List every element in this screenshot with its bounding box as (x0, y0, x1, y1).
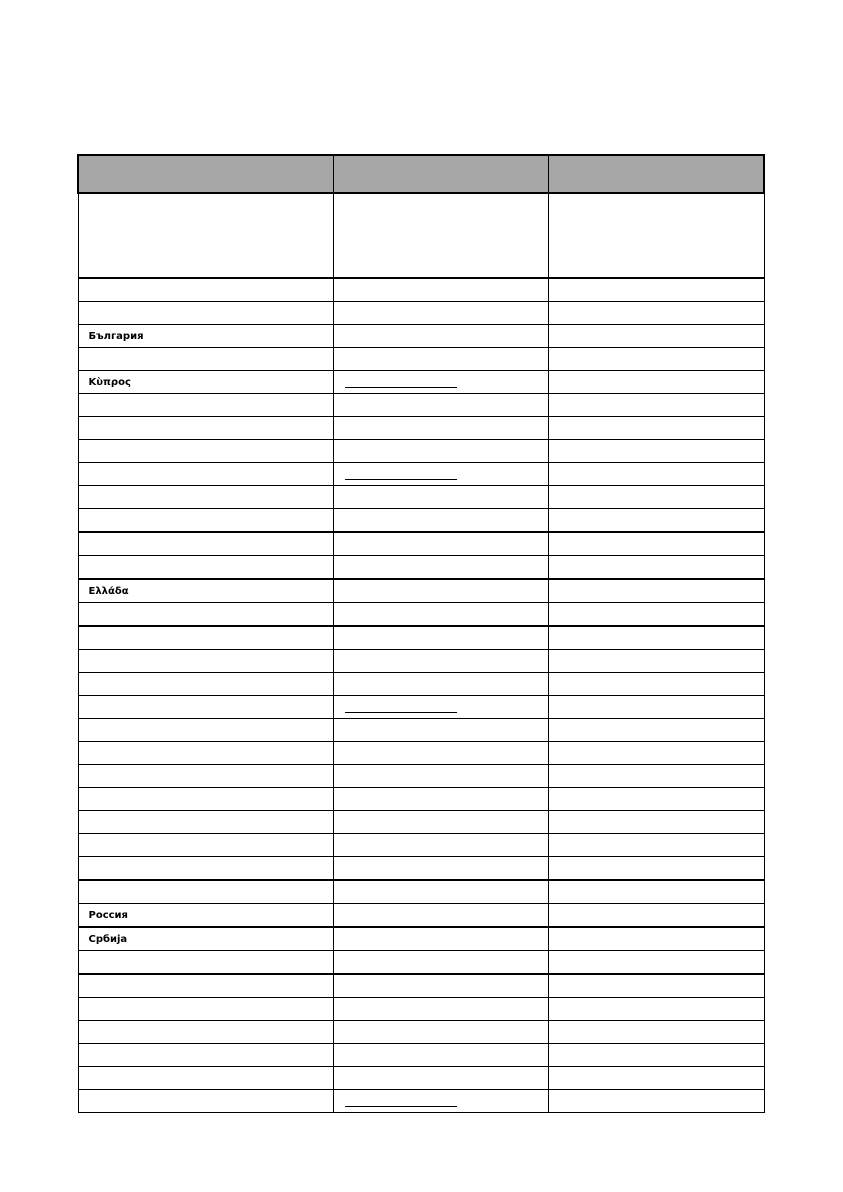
info-cell (548, 626, 764, 650)
header-row (78, 155, 764, 193)
contact-table (77, 154, 765, 1113)
info-cell (548, 278, 764, 302)
country-cell (78, 440, 333, 463)
contact-cell (333, 742, 548, 765)
country-cell (78, 719, 333, 742)
table-row (78, 673, 764, 696)
country-cell: Србија (78, 927, 333, 951)
country-cell (78, 788, 333, 811)
web-link[interactable] (345, 1096, 457, 1107)
info-cell (548, 788, 764, 811)
info-cell (548, 440, 764, 463)
contact-cell (333, 998, 548, 1021)
info-cell (548, 302, 764, 325)
contact-cell (333, 626, 548, 650)
table-row (78, 927, 764, 951)
table-row (78, 371, 764, 394)
contact-cell (333, 857, 548, 881)
country-cell (78, 880, 333, 904)
contact-cell (333, 1067, 548, 1090)
country-cell (78, 1090, 333, 1113)
contact-cell (333, 603, 548, 627)
intro-cell (548, 193, 764, 278)
table-row (78, 532, 764, 556)
contact-cell (333, 532, 548, 556)
country-cell (78, 532, 333, 556)
table-row (78, 603, 764, 627)
country-cell: Россия (78, 904, 333, 928)
contact-cell (333, 325, 548, 348)
intro-cell (333, 193, 548, 278)
contact-cell (333, 463, 548, 486)
country-cell (78, 811, 333, 834)
table-row (78, 742, 764, 765)
contact-cell (333, 951, 548, 975)
contact-cell (333, 974, 548, 998)
country-cell (78, 998, 333, 1021)
country-cell (78, 857, 333, 881)
table-row (78, 463, 764, 486)
country-cell (78, 348, 333, 371)
table-row (78, 1090, 764, 1113)
contact-cell (333, 1021, 548, 1044)
country-cell (78, 417, 333, 440)
info-cell (548, 1021, 764, 1044)
table-row (78, 579, 764, 603)
table-row (78, 951, 764, 975)
country-cell (78, 696, 333, 719)
contact-cell (333, 302, 548, 325)
info-cell (548, 650, 764, 673)
table-row (78, 394, 764, 417)
contact-cell (333, 371, 548, 394)
contact-cell (333, 927, 548, 951)
web-link[interactable] (345, 469, 457, 480)
contact-cell (333, 696, 548, 719)
info-cell (548, 719, 764, 742)
country-cell (78, 742, 333, 765)
table-row (78, 811, 764, 834)
info-cell (548, 974, 764, 998)
table-row (78, 765, 764, 788)
header-cell-info (548, 155, 764, 193)
contact-cell (333, 811, 548, 834)
contact-cell (333, 509, 548, 533)
info-cell (548, 417, 764, 440)
contact-cell (333, 904, 548, 928)
contact-cell (333, 719, 548, 742)
web-link[interactable] (345, 702, 457, 713)
info-cell (548, 394, 764, 417)
header-cell-contact (333, 155, 548, 193)
info-cell (548, 556, 764, 580)
web-link[interactable] (345, 377, 457, 388)
country-cell (78, 673, 333, 696)
info-cell (548, 1067, 764, 1090)
info-cell (548, 348, 764, 371)
country-cell (78, 974, 333, 998)
info-cell (548, 1090, 764, 1113)
info-cell (548, 463, 764, 486)
contact-cell (333, 880, 548, 904)
table-row (78, 1021, 764, 1044)
contact-cell (333, 650, 548, 673)
table-row (78, 348, 764, 371)
table-row (78, 834, 764, 857)
info-cell (548, 951, 764, 975)
country-cell: Ελλάδα (78, 579, 333, 603)
info-cell (548, 325, 764, 348)
country-cell (78, 486, 333, 509)
country-cell (78, 556, 333, 580)
info-cell (548, 765, 764, 788)
table-row (78, 509, 764, 533)
country-cell (78, 650, 333, 673)
table-row (78, 626, 764, 650)
contact-cell (333, 1044, 548, 1067)
country-cell (78, 1021, 333, 1044)
table-row (78, 696, 764, 719)
table-row (78, 440, 764, 463)
contact-cell (333, 556, 548, 580)
contact-cell (333, 440, 548, 463)
intro-cell (78, 193, 333, 278)
contact-cell (333, 1090, 548, 1113)
country-cell (78, 509, 333, 533)
country-cell (78, 603, 333, 627)
info-cell (548, 673, 764, 696)
country-cell (78, 278, 333, 302)
country-cell (78, 394, 333, 417)
contact-cell (333, 394, 548, 417)
country-cell: Κὺπρος (78, 371, 333, 394)
info-cell (548, 811, 764, 834)
table-row (78, 788, 764, 811)
table-row (78, 556, 764, 580)
contact-cell (333, 765, 548, 788)
table-row (78, 1067, 764, 1090)
table-row (78, 302, 764, 325)
country-cell (78, 834, 333, 857)
info-cell (548, 834, 764, 857)
country-cell (78, 1044, 333, 1067)
table-row (78, 1044, 764, 1067)
table-row (78, 325, 764, 348)
table-row (78, 904, 764, 928)
country-cell (78, 626, 333, 650)
country-cell (78, 463, 333, 486)
table-row (78, 417, 764, 440)
info-cell (548, 603, 764, 627)
info-cell (548, 696, 764, 719)
info-cell (548, 927, 764, 951)
contact-cell (333, 834, 548, 857)
table-row (78, 486, 764, 509)
contact-cell (333, 348, 548, 371)
table-row (78, 719, 764, 742)
contact-cell (333, 579, 548, 603)
table-row (78, 880, 764, 904)
info-cell (548, 857, 764, 881)
contact-cell (333, 278, 548, 302)
info-cell (548, 998, 764, 1021)
contact-cell (333, 788, 548, 811)
info-cell (548, 509, 764, 533)
country-cell (78, 765, 333, 788)
info-cell (548, 1044, 764, 1067)
info-cell (548, 371, 764, 394)
country-cell: България (78, 325, 333, 348)
country-cell (78, 302, 333, 325)
table-row (78, 998, 764, 1021)
info-cell (548, 486, 764, 509)
info-cell (548, 579, 764, 603)
table-row (78, 278, 764, 302)
table-row (78, 650, 764, 673)
header-cell-country (78, 155, 333, 193)
contact-cell (333, 673, 548, 696)
table-row (78, 857, 764, 881)
info-cell (548, 904, 764, 928)
info-cell (548, 742, 764, 765)
country-cell (78, 951, 333, 975)
intro-row (78, 193, 764, 278)
table-row (78, 974, 764, 998)
contact-cell (333, 486, 548, 509)
contact-cell (333, 417, 548, 440)
info-cell (548, 532, 764, 556)
country-cell (78, 1067, 333, 1090)
table-body (78, 193, 764, 1113)
info-cell (548, 880, 764, 904)
